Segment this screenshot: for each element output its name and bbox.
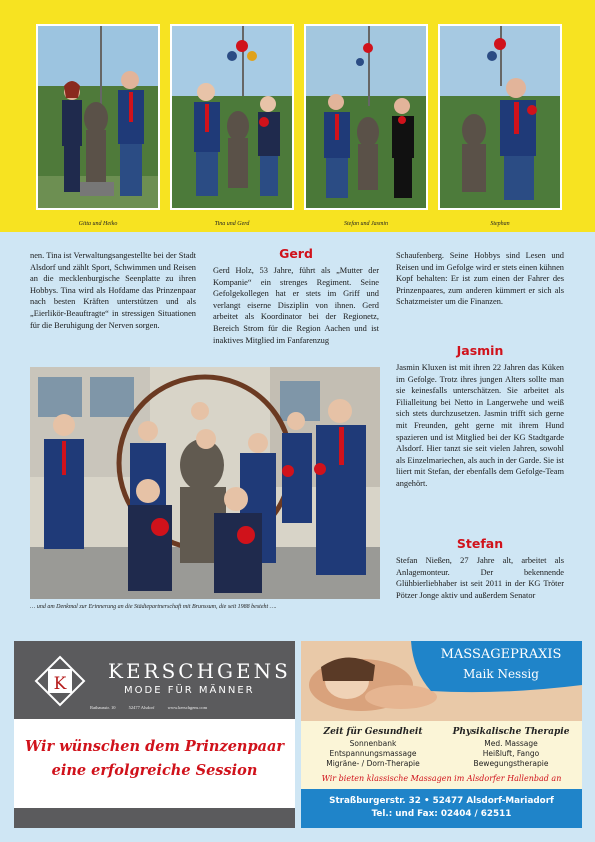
list-item: Sonnenbank [349,739,397,748]
caption-stefan-jasmin: Stefan und Jasmin [344,221,388,227]
ad-kerschgens [14,641,295,828]
massage-phone: Tel.: und Fax: 02404 / 62511 [371,809,512,819]
massage-col1-heading: Zeit für Gesundheit [323,727,423,737]
kerschgens-brand: KERSCHGENS [108,659,291,683]
kerschgens-street: Rathausstr. 10 [90,705,116,710]
caption-stephan: Stephan [490,221,510,227]
kerschgens-subtitle: MODE FÜR MÄNNER [124,685,255,696]
heading-stefan: Stefan [456,536,504,551]
ad-massagepraxis [301,641,582,828]
massage-col2-list [443,739,579,768]
caption-gitta-heiko: Gitta und Heiko [78,221,118,227]
kerschgens-website: www.kerschgens.com [167,705,208,710]
list-item: Migräne- / Dorn-Therapie [326,758,420,768]
massage-title: MASSAGEPRAXIS [440,647,562,662]
kerschgens-wish-line1: Wir wünschen dem Prinzenpaar [24,738,285,755]
photo-gitta-heiko [36,24,160,210]
list-item: Bewegungstherapie [473,758,549,768]
kerschgens-wish [14,735,295,783]
article-column-left: nen. Tina ist Verwaltungsangestellte bei der Stadt Alsdorf und zählt Sport, Schwimmen und Reisen an die mecklenburgische Seenplatte zu ihren Hobbys. Tina wird als Hofdame das Prinzenpaar nach besten Kräften unterstützen und als „Eierlikör-Beauftragte“ in stressigen Situationen für die Beruhigung der Nerven sorgen. [30,251,196,330]
photo-stephan [438,24,562,210]
caption-tina-gerd: Tina und Gerd [214,221,250,227]
article-column-right-top: Schaufenberg. Seine Hobbys sind Lesen und Reisen und im Gefolge wird er stets einen kühnen Kopf behalten: Er ist zum einen der Fahrer des Prinzenpaares, zum anderen kümmert er sich als Schatzmeister um die Finanzen. [396,251,564,307]
photo-stefan-jasmin [304,24,428,210]
heading-jasmin: Jasmin [456,343,504,358]
photo-tina-gerd [170,24,294,210]
heading-gerd: Gerd [279,246,313,261]
kerschgens-address [90,705,219,710]
massage-address: Straßburgerstr. 32 • 52477 Alsdorf-Mariadorf [329,796,554,806]
ad-kerschgens-footer [14,808,295,828]
massage-col2-heading: Physikalische Therapie [452,727,570,737]
group-photo [30,367,380,599]
kerschgens-logo-icon [34,655,86,707]
massage-col1-list [305,739,441,768]
list-item: Entspannungsmassage [329,748,417,758]
massage-name: Maik Nessig [463,667,539,681]
kerschgens-city: 52477 Alsdorf [128,705,155,710]
list-item: Heißluft, Fango [482,748,540,758]
article-jasmin: Jasmin Kluxen ist mit ihren 22 Jahren das Küken im Gefolge. Trotz ihres jungen Alters sollte man sie keinesfalls unterschätzen. Sie arbeitet als Filialleitung bei Netto in Langerwehe und weiß sich stets durchzusetzen. Jasmin trifft sich gerne mit Freunden, geht gerne mit ihrem Hund spazieren und ist Mitglied bei der KG Stadtgarde Alsdorf. Hier tanzt sie seit vielen Jahren, sowohl als Einzelmariechen, als auch in der Garde. Sie ist liiert mit Stefan, der ebenfalls dem Gefolge-Team angehört. [396,363,564,488]
article-stefan: Stefan Nießen, 27 Jahre alt, arbeitet als Anlagemonteur. Der bekennende Glühbierliebhaber ist seit 2011 in der KG Tröter Pötzer Jonge aktiv und außerdem Senator [396,556,564,600]
article-gerd: Gerd Holz, 53 Jahre, führt als „Mutter der Kompanie“ ein strenges Regiment. Seine Gefolgekollegen hat er stets im Griff und verlangt eiserne Disziplin von ihnen. Gerd arbeitet als Koordinator bei der Regionetz, Bereich Strom für die Region Aachen und ist inaktives Mitglied im Fanfarenzug [213,266,379,345]
massage-slogan: Wir bieten klassische Massagen im Alsdorfer Hallenbad an [321,774,562,783]
massage-contact-bar [301,789,582,828]
list-item: Med. Massage [484,739,538,748]
group-photo-caption: … und am Denkmal zur Erinnerung an die Städtepartnerschaft mit Brunssum, die seit 1988 besteht …. [30,604,277,610]
kerschgens-wish-line2: eine erfolgreiche Session [51,762,258,779]
svg-text:K: K [53,674,67,694]
